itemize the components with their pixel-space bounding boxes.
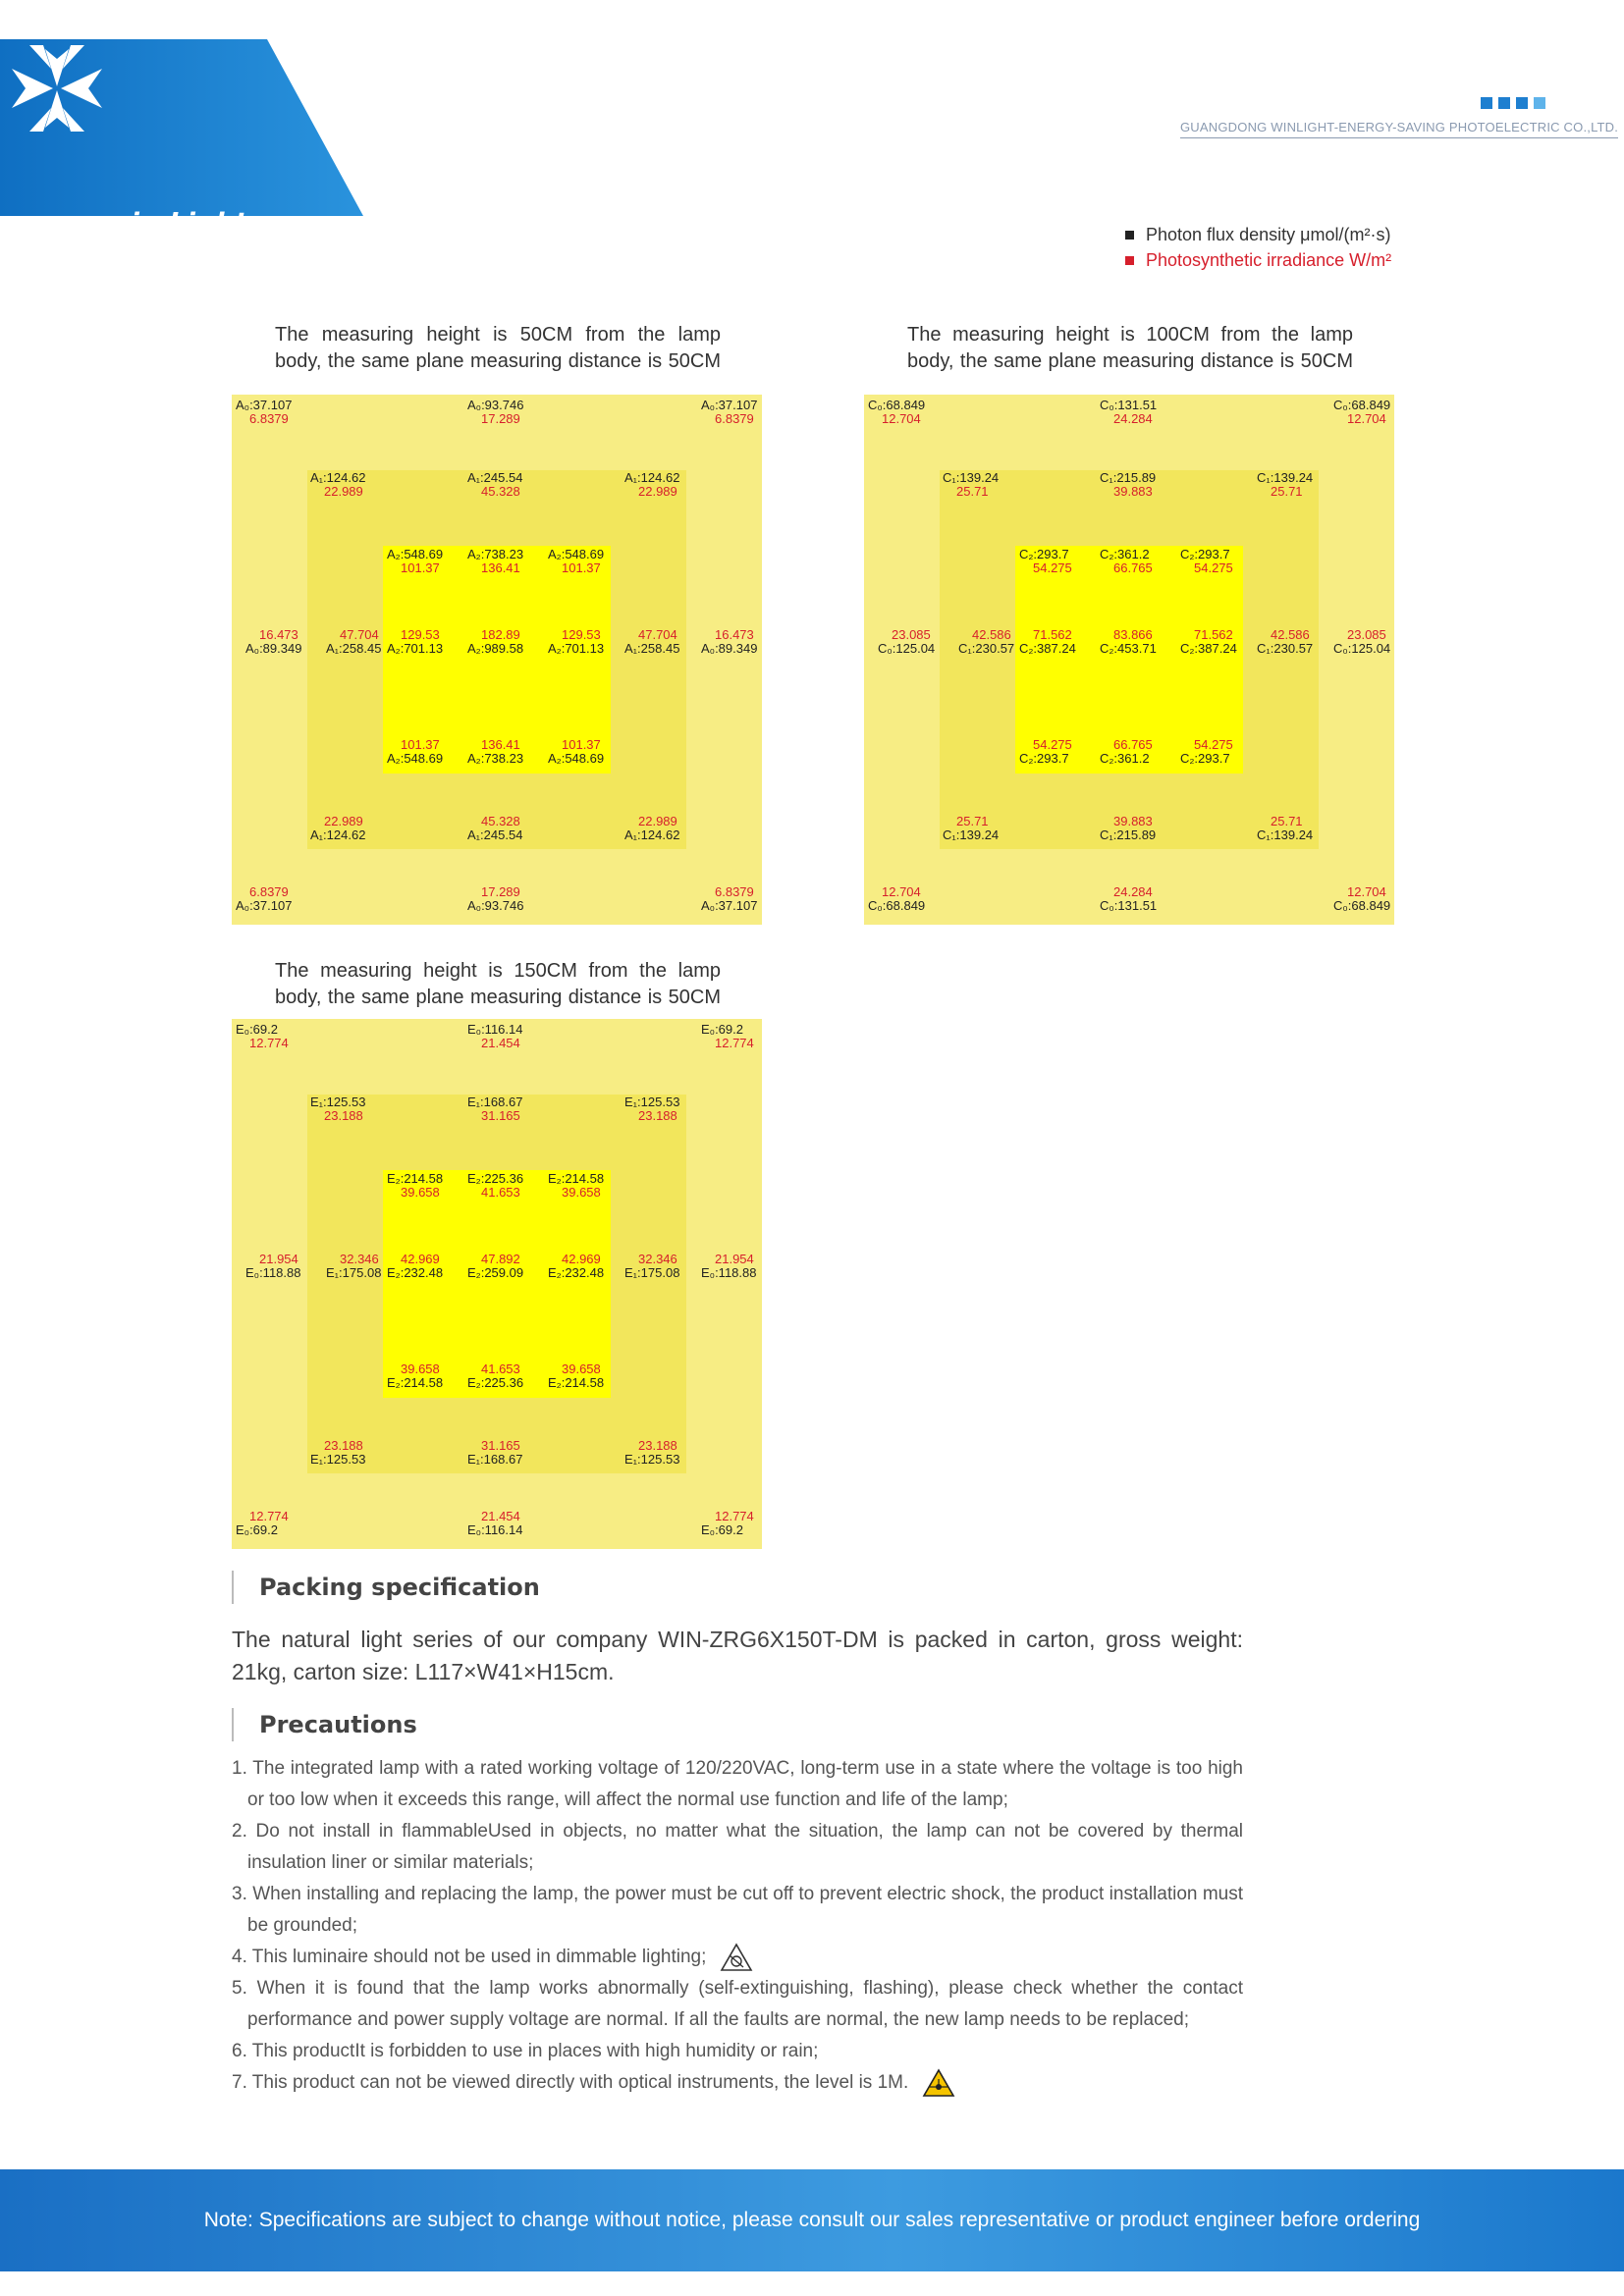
- measurement-point: [467, 471, 522, 499]
- measurement-value: C₂:293.7: [1180, 751, 1230, 766]
- measurement-value: A₀:37.107: [236, 898, 293, 913]
- legend: [1125, 222, 1391, 273]
- measurement-point: [245, 1253, 300, 1280]
- measurement-value: 12.774: [249, 1509, 289, 1523]
- measurement-value: A₂:738.23: [467, 751, 524, 766]
- measurement-point: [1180, 548, 1233, 575]
- measurement-point: [548, 628, 604, 656]
- measurement-point: [548, 548, 604, 575]
- measurement-value: 12.774: [249, 1036, 289, 1050]
- measurement-value: 129.53: [401, 627, 440, 642]
- measurement-point: [548, 1172, 604, 1200]
- measurement-value: 42.586: [972, 627, 1011, 642]
- measurement-value: 23.085: [1347, 627, 1386, 642]
- measurement-point: [310, 1439, 365, 1467]
- measurement-value: E₁:125.53: [624, 1452, 680, 1467]
- measurement-value: E₁:175.08: [624, 1265, 680, 1280]
- measurement-value: E₀:69.2: [701, 1022, 743, 1037]
- measurement-point: [467, 1253, 523, 1280]
- measurement-point: [943, 471, 999, 499]
- measurement-point: [1333, 628, 1390, 656]
- measurement-value: A₁:124.62: [624, 470, 680, 485]
- measurement-point: [624, 628, 679, 656]
- measurement-value: 47.892: [481, 1252, 520, 1266]
- measurement-point: [236, 1023, 289, 1050]
- measurement-point: [701, 1023, 754, 1050]
- measurement-value: C₂:293.7: [1180, 547, 1230, 561]
- measurement-point: [1019, 628, 1076, 656]
- measurement-value: C₂:361.2: [1100, 547, 1150, 561]
- panel-150cm-caption: The measuring height is 150CM from the lamp body, the same plane measuring distance is 50CM: [275, 960, 721, 1008]
- measurement-value: 101.37: [401, 561, 440, 575]
- measurement-point: [548, 738, 604, 766]
- measurement-value: A₂:548.69: [548, 751, 605, 766]
- measurement-point: [467, 1172, 523, 1200]
- precautions-title: Precautions: [232, 1708, 417, 1741]
- measurement-value: E₂:214.58: [548, 1375, 605, 1390]
- measurement-point: [1100, 885, 1157, 913]
- measurement-value: 101.37: [562, 561, 601, 575]
- measurement-value: A₂:548.69: [548, 547, 605, 561]
- measurement-point: [467, 548, 523, 575]
- snowflake-logo-icon: [0, 39, 114, 137]
- measurement-point: [878, 628, 935, 656]
- measurement-value: 21.954: [259, 1252, 298, 1266]
- measurement-value: 45.328: [481, 814, 520, 828]
- measurement-value: E₀:69.2: [236, 1022, 278, 1037]
- measurement-point: [548, 1362, 604, 1390]
- measurement-value: 24.284: [1113, 411, 1153, 426]
- measurement-point: [624, 815, 679, 842]
- measurement-value: 54.275: [1194, 737, 1233, 752]
- measurement-value: C₀:131.51: [1100, 398, 1158, 412]
- measurement-value: E₁:168.67: [467, 1452, 523, 1467]
- measurement-value: E₂:232.48: [548, 1265, 605, 1280]
- footer-note: Note: Specifications are subject to change without notice, please consult our sales representative or product engineer before ordering: [0, 2169, 1624, 2271]
- measurement-value: 101.37: [562, 737, 601, 752]
- measurement-value: 83.866: [1113, 627, 1153, 642]
- measurement-point: [1019, 738, 1072, 766]
- measurement-point: [467, 1510, 522, 1537]
- measurement-value: E₀:69.2: [236, 1522, 278, 1537]
- measurement-point: [387, 1362, 443, 1390]
- measurement-value: 16.473: [259, 627, 298, 642]
- measurement-value: E₀:116.14: [467, 1022, 523, 1037]
- measurement-grid-150cm: [232, 1019, 762, 1549]
- measurement-point: [624, 1439, 679, 1467]
- precaution-item: 1. The integrated lamp with a rated working voltage of 120/220VAC, long-term use in a state where the voltage is too high or too low when it exceeds this range, will affect the normal use function and life of the lamp;: [232, 1758, 1243, 1810]
- measurement-value: 21.454: [481, 1509, 520, 1523]
- measurement-point: [1180, 738, 1233, 766]
- measurement-value: 39.658: [562, 1185, 601, 1200]
- measurement-point: [236, 1510, 289, 1537]
- measurement-point: [310, 1095, 365, 1123]
- measurement-value: 23.188: [638, 1108, 677, 1123]
- measurement-value: C₂:293.7: [1019, 751, 1069, 766]
- measurement-value: E₁:125.53: [624, 1095, 680, 1109]
- measurement-value: E₁:125.53: [310, 1452, 366, 1467]
- measurement-value: 39.883: [1113, 814, 1153, 828]
- measurement-value: A₁:245.54: [467, 470, 523, 485]
- measurement-value: C₀:68.849: [1333, 898, 1391, 913]
- measurement-point: [467, 1362, 523, 1390]
- measurement-value: 39.658: [562, 1362, 601, 1376]
- measurement-value: 17.289: [481, 884, 520, 899]
- measurement-point: [236, 885, 292, 913]
- measurement-value: 6.8379: [249, 884, 289, 899]
- measurement-value: E₁:175.08: [326, 1265, 382, 1280]
- measurement-point: [1100, 471, 1156, 499]
- measurement-value: A₁:124.62: [624, 828, 680, 842]
- measurement-point: [387, 628, 443, 656]
- measurement-value: A₂:989.58: [467, 641, 524, 656]
- measurement-value: 6.8379: [715, 411, 754, 426]
- measurement-value: 39.883: [1113, 484, 1153, 499]
- measurement-point: [467, 399, 523, 426]
- panel-50cm-caption: The measuring height is 50CM from the lamp body, the same plane measuring distance is 50CM: [275, 324, 721, 372]
- measurement-value: E₂:214.58: [387, 1171, 444, 1186]
- measurement-value: 47.704: [340, 627, 379, 642]
- measurement-point: [624, 1253, 679, 1280]
- measurement-value: 45.328: [481, 484, 520, 499]
- measurement-value: E₂:225.36: [467, 1171, 524, 1186]
- measurement-value: 66.765: [1113, 737, 1153, 752]
- measurement-value: 6.8379: [715, 884, 754, 899]
- measurement-value: 23.188: [324, 1438, 363, 1453]
- measurement-value: 16.473: [715, 627, 754, 642]
- measurement-point: [387, 1172, 443, 1200]
- measurement-value: E₂:214.58: [548, 1171, 605, 1186]
- measurement-value: A₁:245.54: [467, 828, 523, 842]
- company-name: GUANGDONG WINLIGHT-ENERGY-SAVING PHOTOELECTRIC CO.,LTD.: [1180, 120, 1618, 138]
- measurement-point: [1257, 815, 1313, 842]
- measurement-value: 12.704: [882, 884, 921, 899]
- measurement-value: A₁:258.45: [326, 641, 382, 656]
- measurement-point: [467, 1023, 522, 1050]
- measurement-point: [387, 1253, 443, 1280]
- measurement-value: 22.989: [638, 484, 677, 499]
- measurement-value: 25.71: [1271, 484, 1303, 499]
- panel-100cm-caption: The measuring height is 100CM from the lamp body, the same plane measuring distance is 50CM: [907, 324, 1353, 372]
- measurement-value: 54.275: [1194, 561, 1233, 575]
- measurement-value: 136.41: [481, 737, 520, 752]
- laser-warning-icon: [922, 2068, 955, 2098]
- measurement-point: [1180, 628, 1237, 656]
- measurement-point: [467, 815, 522, 842]
- measurement-point: [1100, 738, 1153, 766]
- measurement-value: 24.284: [1113, 884, 1153, 899]
- measurement-point: [701, 885, 757, 913]
- measurement-value: E₀:69.2: [701, 1522, 743, 1537]
- measurement-value: 21.454: [481, 1036, 520, 1050]
- measurement-point: [868, 885, 925, 913]
- measurement-value: 23.085: [892, 627, 931, 642]
- measurement-value: 32.346: [340, 1252, 379, 1266]
- measurement-value: E₂:232.48: [387, 1265, 444, 1280]
- measurement-value: 54.275: [1033, 561, 1072, 575]
- legend-photon-flux: Photon flux density μmol/(m²·s): [1125, 222, 1391, 247]
- measurement-value: A₀:37.107: [236, 398, 293, 412]
- measurement-point: [387, 548, 443, 575]
- measurement-value: E₁:168.67: [467, 1095, 523, 1109]
- measurement-value: 42.969: [562, 1252, 601, 1266]
- measurement-value: A₀:93.746: [467, 898, 524, 913]
- measurement-value: C₁:215.89: [1100, 828, 1157, 842]
- measurement-point: [624, 1095, 679, 1123]
- measurement-point: [1100, 399, 1157, 426]
- measurement-point: [1100, 815, 1156, 842]
- measurement-point: [310, 471, 365, 499]
- measurement-point: [387, 738, 443, 766]
- measurement-value: E₂:225.36: [467, 1375, 524, 1390]
- measurement-value: E₂:259.09: [467, 1265, 524, 1280]
- measurement-value: 66.765: [1113, 561, 1153, 575]
- measurement-value: C₁:230.57: [1257, 641, 1314, 656]
- measurement-value: C₁:139.24: [943, 470, 1000, 485]
- measurement-value: 12.774: [715, 1036, 754, 1050]
- packing-title: Packing specification: [232, 1571, 540, 1604]
- decorative-squares: [1481, 96, 1551, 114]
- measurement-point: [701, 1253, 756, 1280]
- measurement-point: [624, 471, 679, 499]
- measurement-value: 31.165: [481, 1438, 520, 1453]
- measurement-value: 22.989: [324, 484, 363, 499]
- measurement-value: A₁:258.45: [624, 641, 680, 656]
- measurement-value: 32.346: [638, 1252, 677, 1266]
- logo-text: win Light: [106, 208, 248, 238]
- measurement-value: C₀:125.04: [878, 641, 936, 656]
- measurement-point: [326, 628, 381, 656]
- measurement-value: C₁:215.89: [1100, 470, 1157, 485]
- measurement-value: C₂:361.2: [1100, 751, 1150, 766]
- logo-banner: [0, 39, 363, 238]
- measurement-value: C₀:68.849: [1333, 398, 1391, 412]
- measurement-value: 41.653: [481, 1362, 520, 1376]
- measurement-value: 41.653: [481, 1185, 520, 1200]
- measurement-point: [701, 1510, 754, 1537]
- measurement-point: [467, 628, 523, 656]
- measurement-value: 22.989: [638, 814, 677, 828]
- no-dimming-icon: [720, 1943, 753, 1972]
- measurement-point: [467, 1439, 522, 1467]
- measurement-point: [1100, 548, 1153, 575]
- measurement-point: [1333, 885, 1390, 913]
- measurement-value: 54.275: [1033, 737, 1072, 752]
- measurement-value: 71.562: [1194, 627, 1233, 642]
- measurement-value: A₂:738.23: [467, 547, 524, 561]
- measurement-value: A₀:37.107: [701, 398, 758, 412]
- measurement-value: 47.704: [638, 627, 677, 642]
- measurement-value: E₀:118.88: [701, 1265, 757, 1280]
- measurement-point: [701, 628, 757, 656]
- measurement-point: [701, 399, 757, 426]
- measurement-point: [245, 628, 301, 656]
- measurement-point: [943, 815, 999, 842]
- measurement-value: C₁:139.24: [943, 828, 1000, 842]
- measurement-value: 136.41: [481, 561, 520, 575]
- precaution-item: 4. This luminaire should not be used in dimmable lighting;: [232, 1942, 1243, 1973]
- measurement-value: E₁:125.53: [310, 1095, 366, 1109]
- measurement-value: C₁:230.57: [958, 641, 1015, 656]
- measurement-value: 25.71: [956, 814, 989, 828]
- measurement-value: A₀:89.349: [701, 641, 758, 656]
- measurement-point: [1019, 548, 1072, 575]
- precautions-list: [232, 1753, 1243, 2099]
- measurement-value: C₁:139.24: [1257, 470, 1314, 485]
- measurement-value: 12.774: [715, 1509, 754, 1523]
- measurement-value: 39.658: [401, 1362, 440, 1376]
- measurement-point: [1100, 628, 1157, 656]
- measurement-grid-100cm: [864, 395, 1394, 925]
- measurement-value: 21.954: [715, 1252, 754, 1266]
- measurement-point: [467, 738, 523, 766]
- measurement-grid-50cm: [232, 395, 762, 925]
- measurement-value: 25.71: [1271, 814, 1303, 828]
- measurement-point: [310, 815, 365, 842]
- measurement-value: A₂:548.69: [387, 547, 444, 561]
- precaution-item: 6. This productIt is forbidden to use in places with high humidity or rain;: [232, 2041, 819, 2061]
- measurement-point: [467, 1095, 522, 1123]
- measurement-value: 12.704: [1347, 884, 1386, 899]
- measurement-point: [958, 628, 1014, 656]
- measurement-value: A₀:37.107: [701, 898, 758, 913]
- measurement-value: A₁:124.62: [310, 828, 366, 842]
- measurement-value: C₂:293.7: [1019, 547, 1069, 561]
- measurement-value: C₁:139.24: [1257, 828, 1314, 842]
- measurement-value: 6.8379: [249, 411, 289, 426]
- measurement-point: [1257, 628, 1313, 656]
- measurement-point: [1257, 471, 1313, 499]
- measurement-value: C₀:68.849: [868, 898, 926, 913]
- measurement-value: 42.586: [1271, 627, 1310, 642]
- legend-irradiance: Photosynthetic irradiance W/m²: [1125, 247, 1391, 273]
- measurement-value: 31.165: [481, 1108, 520, 1123]
- measurement-value: 12.704: [882, 411, 921, 426]
- measurement-value: C₀:131.51: [1100, 898, 1158, 913]
- measurement-value: 17.289: [481, 411, 520, 426]
- measurement-value: C₀:68.849: [868, 398, 926, 412]
- measurement-value: A₀:89.349: [245, 641, 302, 656]
- measurement-point: [467, 885, 523, 913]
- measurement-value: 25.71: [956, 484, 989, 499]
- measurement-value: E₀:118.88: [245, 1265, 301, 1280]
- measurement-value: 71.562: [1033, 627, 1072, 642]
- measurement-value: 22.989: [324, 814, 363, 828]
- measurement-point: [868, 399, 925, 426]
- measurement-value: C₂:387.24: [1019, 641, 1076, 656]
- precaution-item: 2. Do not install in flammableUsed in objects, no matter what the situation, the lamp can not be covered by thermal insulation liner or similar materials;: [232, 1821, 1243, 1873]
- measurement-value: 101.37: [401, 737, 440, 752]
- measurement-value: A₂:701.13: [387, 641, 444, 656]
- measurement-value: 39.658: [401, 1185, 440, 1200]
- measurement-value: E₀:116.14: [467, 1522, 523, 1537]
- measurement-value: A₂:701.13: [548, 641, 605, 656]
- measurement-point: [236, 399, 292, 426]
- measurement-value: 42.969: [401, 1252, 440, 1266]
- measurement-value: C₀:125.04: [1333, 641, 1391, 656]
- measurement-value: 12.704: [1347, 411, 1386, 426]
- measurement-value: C₂:453.71: [1100, 641, 1157, 656]
- measurement-point: [1333, 399, 1390, 426]
- precaution-item: 7. This product can not be viewed directly with optical instruments, the level is 1M.: [232, 2067, 1243, 2099]
- precaution-item: 5. When it is found that the lamp works abnormally (self-extinguishing, flashing), please check whether the contact performance and power supply voltage are normal. If all the faults are normal, the new lamp needs to be replaced;: [232, 1978, 1243, 2030]
- measurement-value: E₂:214.58: [387, 1375, 444, 1390]
- precaution-item: 3. When installing and replacing the lamp, the power must be cut off to prevent electric shock, the product installation must be grounded;: [232, 1884, 1243, 1936]
- measurement-value: 129.53: [562, 627, 601, 642]
- measurement-value: 23.188: [324, 1108, 363, 1123]
- measurement-value: 182.89: [481, 627, 520, 642]
- measurement-point: [548, 1253, 604, 1280]
- measurement-value: A₀:93.746: [467, 398, 524, 412]
- measurement-point: [326, 1253, 381, 1280]
- measurement-value: 23.188: [638, 1438, 677, 1453]
- packing-text: The natural light series of our company WIN-ZRG6X150T-DM is packed in carton, gross weight: 21kg, carton size: L117×W41×H15cm.: [232, 1627, 1243, 1684]
- measurement-value: A₁:124.62: [310, 470, 366, 485]
- measurement-value: C₂:387.24: [1180, 641, 1237, 656]
- measurement-value: A₂:548.69: [387, 751, 444, 766]
